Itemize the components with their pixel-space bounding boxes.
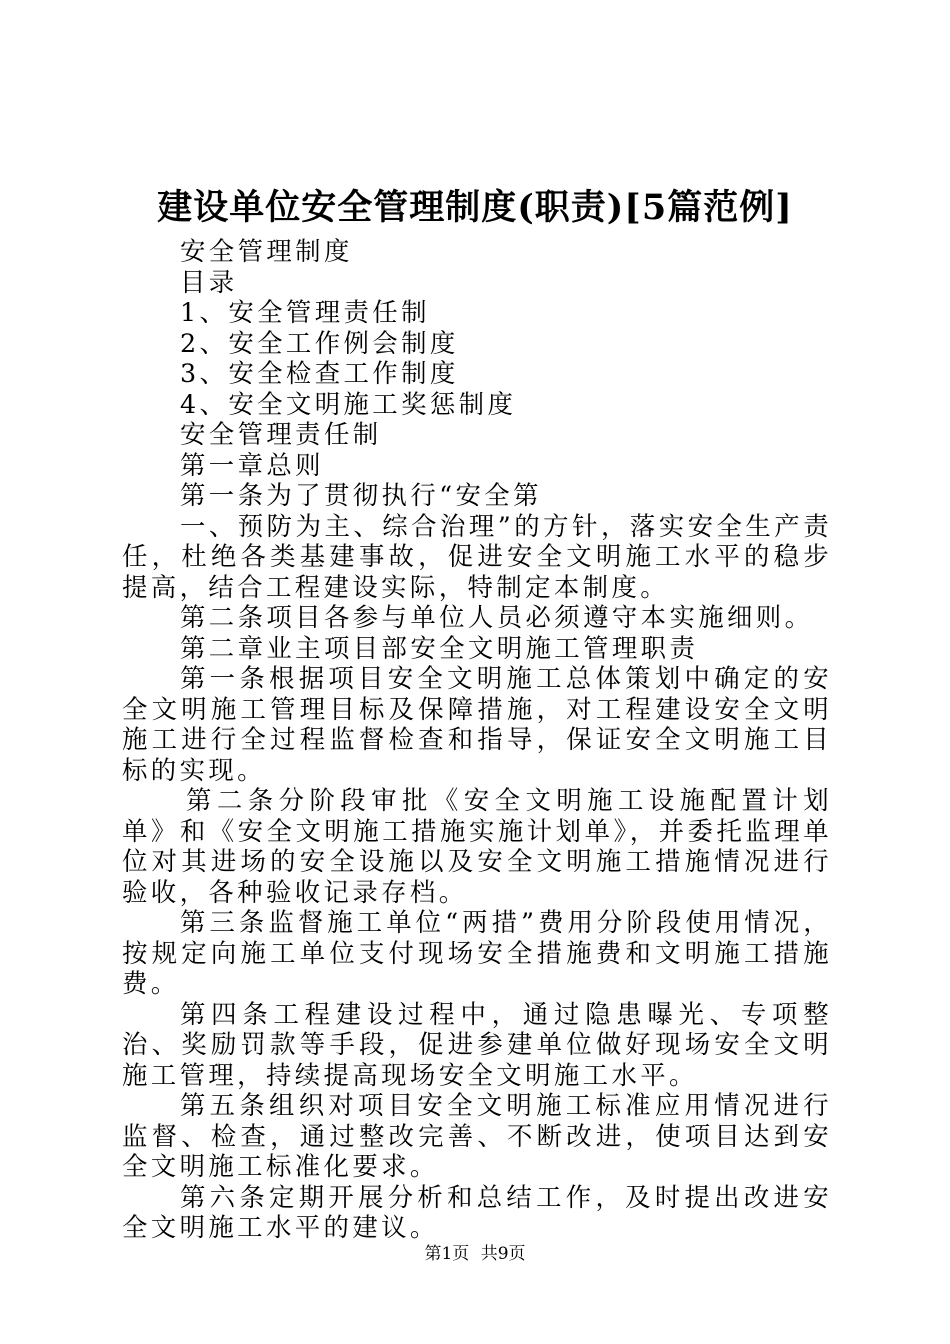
chapter-title: 第二章业主项目部安全文明施工管理职责 <box>180 632 699 663</box>
page-total: 共9页 <box>480 1244 526 1264</box>
article-paragraph: 第三条监督施工单位“两措”费用分阶段使用情况，按规定向施工单位支付现场安全措施费和文明施工措施费。 <box>122 907 832 998</box>
article-paragraph: 第二条项目各参与单位人员必须遵守本实施细则。 <box>180 602 814 632</box>
page-footer <box>0 1242 950 1266</box>
section-title: 安全管理责任制 <box>180 419 382 449</box>
document-title: 建设单位安全管理制度(职责)[5篇范例] <box>157 187 793 228</box>
article-lead: 第一条为了贯彻执行“安全第 <box>180 480 542 510</box>
document-body <box>122 236 832 1243</box>
toc-item: 2、安全工作例会制度 <box>180 327 459 358</box>
article-paragraph: 第四条工程建设过程中，通过隐患曝光、专项整治、奖励罚款等手段，促进参建单位做好现场安全文明施工管理，持续提高现场安全文明施工水平。 <box>122 998 832 1090</box>
chapter-title: 第一章总则 <box>180 449 324 480</box>
toc-label: 目录 <box>180 266 238 297</box>
toc-heading: 安全管理制度 <box>180 236 353 266</box>
article-paragraph: 第六条定期开展分析和总结工作，及时提出改进安全文明施工水平的建议。 <box>122 1181 832 1242</box>
article-paragraph: 第五条组织对项目安全文明施工标准应用情况进行监督、检查，通过整改完善、不断改进，使项目达到安全文明施工标准化要求。 <box>122 1090 832 1181</box>
page-number: 第1页 <box>424 1244 470 1264</box>
toc-item: 3、安全检查工作制度 <box>180 358 459 388</box>
article-paragraph: 第二条分阶段审批《安全文明施工设施配置计划单》和《安全文明施工措施实施计划单》，并委托监理单位对其进场的安全设施以及安全文明施工措施情况进行验收，各种验收记录存档。 <box>122 785 832 907</box>
toc-item: 4、安全文明施工奖惩制度 <box>180 388 517 419</box>
article-paragraph: 第一条根据项目安全文明施工总体策划中确定的安全文明施工管理目标及保障措施，对工程建设安全文明施工进行全过程监督检查和指导，保证安全文明施工目标的实现。 <box>122 663 832 785</box>
article-paragraph: 一、预防为主、综合治理”的方针，落实安全生产责任，杜绝各类基建事故，促进安全文明施工水平的稳步提高，结合工程建设实际，特制定本制度。 <box>122 510 832 602</box>
toc-item: 1、安全管理责任制 <box>180 297 430 327</box>
